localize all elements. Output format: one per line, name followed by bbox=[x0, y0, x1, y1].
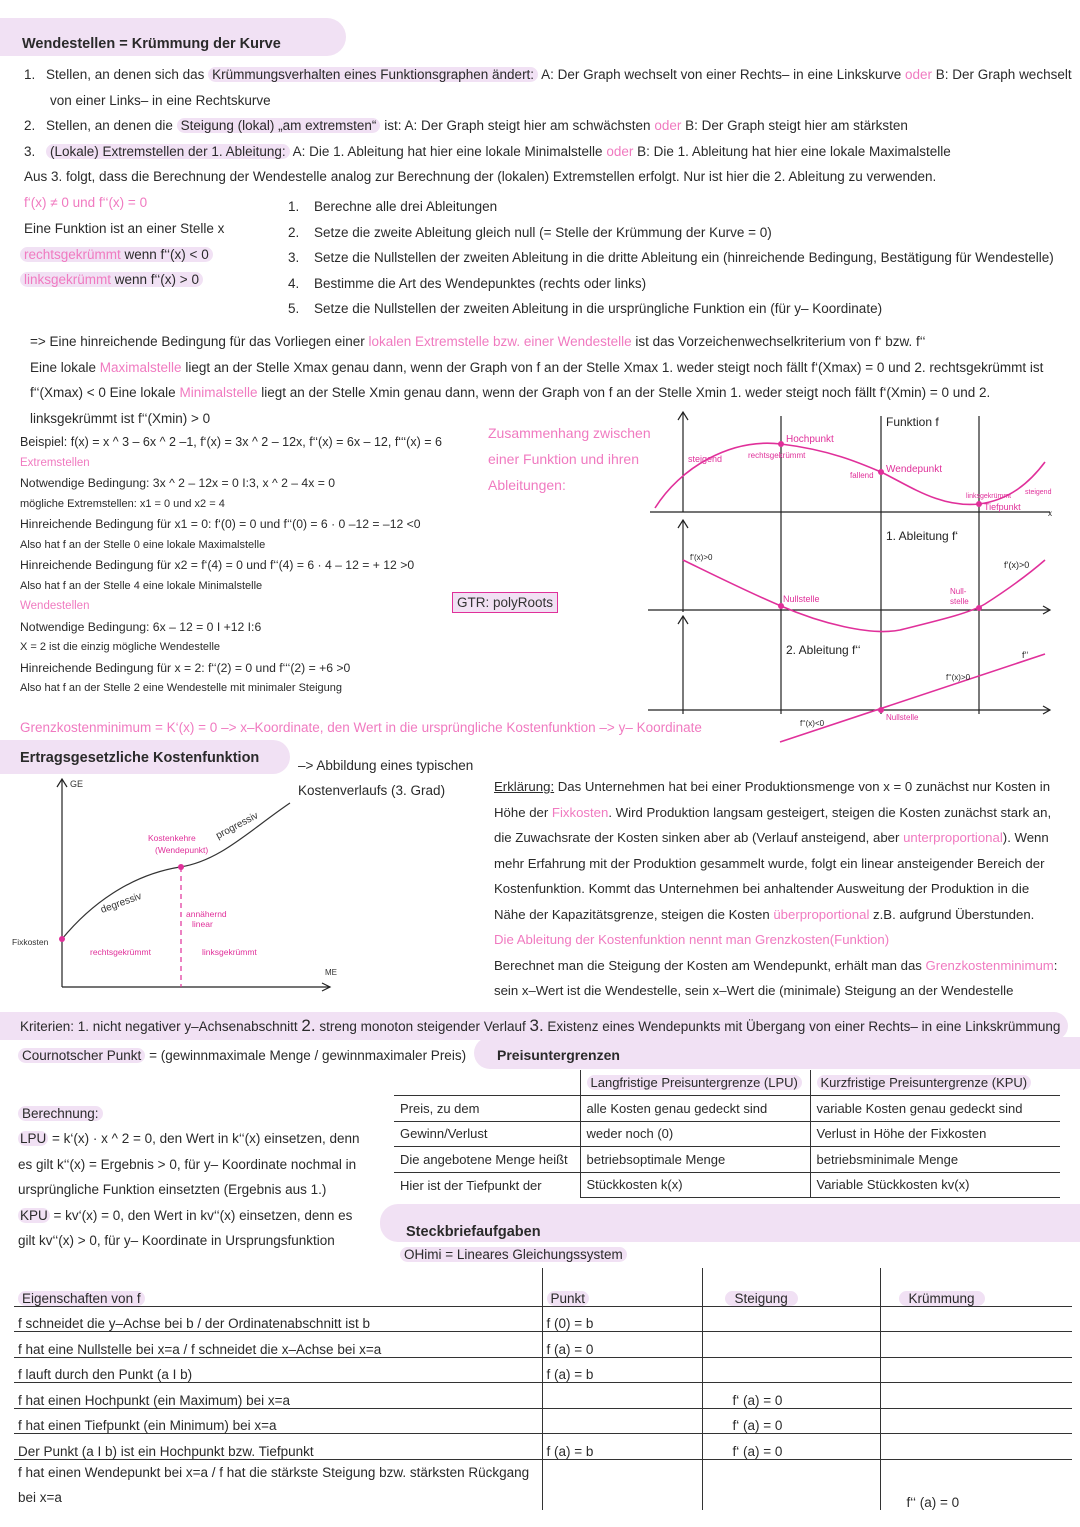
step-item: 3. Setze die Nullstellen der zweiten Ableitung in die dritte Ableitung ein (hinreichende Bedingung, Bestätigung für Wendestelle) bbox=[288, 250, 1054, 265]
berechnung-block bbox=[18, 1126, 359, 1254]
cournot-line: Cournotscher Punkt = (gewinnmaximale Menge / gewinnmaximaler Preis) bbox=[18, 1043, 466, 1069]
rechtsgekruemmt-label: rechtsgekrümmt bbox=[90, 947, 151, 957]
table-row: Gewinn/Verlust weder noch (0) Verlust in Höhe der Fixkosten bbox=[394, 1121, 1060, 1147]
beispiel-line: X = 2 ist die einzig mögliche Wendestelle bbox=[20, 641, 221, 653]
tiefpunkt-label: Tiefpunkt bbox=[984, 502, 1021, 512]
beispiel-line: Also hat f an der Stelle 4 eine lokale Minimalstelle bbox=[20, 579, 263, 592]
linksgekruemmt-label: linksgekrümmt bbox=[202, 947, 257, 957]
beispiel-line: Hinreichende Bedingung für x = 2: f‘‘(2) = 0 und f‘‘‘(2) = +6 >0 bbox=[20, 660, 351, 675]
rechtsgekruemmt-label: rechtsgekrümmt bbox=[748, 451, 806, 460]
table-row: f lauft durch den Punkt (a I b) f (a) = b bbox=[14, 1357, 1072, 1383]
erklaerung-line: die Zuwachsrate der Kosten sinken aber ab (Verlauf ansteigend, aber unterproportional). Wenn bbox=[494, 830, 1049, 845]
cost-curve bbox=[62, 803, 290, 939]
fpp-label: f‘‘ bbox=[1022, 650, 1029, 660]
steigend-label: steigend bbox=[688, 454, 723, 464]
linear-label: linear bbox=[192, 919, 213, 929]
wendepunkt-dot bbox=[878, 469, 884, 475]
kruemmung-intro: Eine Funktion ist an einer Stelle x bbox=[24, 221, 225, 236]
hinreichend-line: f‘‘(Xmax) < 0 Eine lokale Minimalstelle liegt an der Stelle Xmin genau dann, wenn der Graph von f an der Stelle Xmin 1. weder steigt noch fällt f‘(Xmin) = 0 und 2. bbox=[30, 385, 991, 400]
berechnung-line: LPU = k‘(x) · x ^ 2 = 0, den Wert in k‘‘(x) einsetzen, denn bbox=[20, 1131, 360, 1146]
table-row: f schneidet die y–Achse bei b / der Ordinatenabschnitt ist b f (0) = b bbox=[14, 1306, 1072, 1332]
table-header-row: Langfristige Preisuntergrenze (LPU) Kurzfristige Preisuntergrenze (KPU) bbox=[394, 1070, 1060, 1096]
nullstelle-label-3: Nullstelle bbox=[886, 713, 919, 722]
steckbrief-title: Steckbriefaufgaben bbox=[406, 1224, 541, 1240]
nullstelle-label-2: Null- bbox=[950, 587, 967, 596]
berechnung-line: KPU = kv‘(x) = 0, den Wert in kv‘‘(x) einsetzen, denn es bbox=[20, 1207, 353, 1223]
list-item: 3. (Lokale) Extremstellen der 1. Ableitung: A: Die 1. Ableitung hat hier eine lokale Minimalstelle oder B: Die 1. Ableitung hat hier eine lokale Maximalstelle bbox=[24, 143, 951, 159]
abbildung-note-1: –> Abbildung eines typischen bbox=[298, 758, 474, 773]
berechnung-title: Berechnung: bbox=[18, 1101, 103, 1127]
beispiel-line: mögliche Extremstellen: x1 = 0 und x2 = 4 bbox=[20, 497, 225, 510]
nullstelle-dot bbox=[878, 707, 884, 713]
kostenfunktion-chart bbox=[0, 775, 350, 995]
table-row: f hat eine Nullstelle bei x=a / f schneidet die x–Achse bei x=a f (a) = 0 bbox=[14, 1332, 1072, 1358]
fixkosten-dot bbox=[59, 936, 65, 942]
kostenkehre-label: Kostenkehre bbox=[148, 833, 196, 843]
list-item-cont: von einer Links– in eine Rechtskurve bbox=[50, 92, 271, 108]
erklaerung-line: Nähe der Kapazitätsgrenze, steigen die Kosten überproportional z.B. aufgrund Überstunden. bbox=[494, 906, 1035, 922]
list-item: 2. Stellen, an denen die Steigung (lokal) „am extremsten“ ist: A: Der Graph steigt hier am schwächsten oder B: Der Graph steigt hier am stärksten bbox=[24, 118, 908, 133]
tiefpunkt-dot bbox=[976, 501, 982, 507]
degressiv-label: degressiv bbox=[99, 890, 144, 916]
preisunter-table bbox=[394, 1070, 1060, 1198]
funktion-f-label: Funktion f bbox=[886, 415, 939, 429]
beispiel-line: Wendestellen bbox=[20, 600, 90, 612]
fpp-positive: f‘‘(x)>0 bbox=[946, 673, 971, 682]
preisunter-title: Preisuntergrenzen bbox=[497, 1047, 620, 1063]
steckbrief-table bbox=[14, 1268, 1072, 1510]
erklaerung-line: Die Ableitung der Kostenfunktion nennt man Grenzkosten(Funktion) bbox=[494, 932, 890, 947]
fp-positive-left: f‘(x)>0 bbox=[690, 553, 713, 562]
abbildung-note-2: Kostenverlaufs (3. Grad) bbox=[298, 783, 446, 798]
table-header-row: Eigenschaften von f Punkt Steigung Krümmung bbox=[14, 1268, 1072, 1306]
erklaerung-line: Berechnet man die Steigung der Kosten am Wendepunkt, erhält man das Grenzkostenminimum: bbox=[494, 957, 1058, 973]
grenzkosten-line: Grenzkostenminimum = K‘(x) = 0 –> x–Koordinate, den Wert in die ursprüngliche Kostenfunktion –> y– Koordinate bbox=[20, 720, 702, 735]
x-axis-label: x bbox=[1048, 509, 1052, 518]
ableitung2-label: 2. Ableitung f‘‘ bbox=[786, 643, 861, 657]
linksgekruemmt-label: linksgekrümmt bbox=[966, 493, 1012, 500]
table-row: Preis, zu dem alle Kosten genau gedeckt sind variable Kosten genau gedeckt sind bbox=[394, 1096, 1060, 1122]
kostenkehre-dot bbox=[178, 864, 184, 870]
step-item: 2. Setze die zweite Ableitung gleich null (= Stelle der Krümmung der Kurve = 0) bbox=[288, 224, 772, 240]
linksgekruemmt-rule: linksgekrümmt wenn f‘‘(x) > 0 bbox=[20, 267, 203, 293]
ableitung1-label: 1. Ableitung f‘ bbox=[886, 529, 959, 543]
table-row: f hat einen Hochpunkt (ein Maximum) bei x=a f‘ (a) = 0 bbox=[14, 1383, 1072, 1409]
table-row: f hat einen Wendepunkt bei x=a / f hat die stärkste Steigung bzw. stärksten Rückgang bei x=a f‘‘ (a) = 0 bbox=[14, 1459, 1072, 1510]
erklaerung-line: Kostenfunktion. Kommt das Unternehmen bei anhaltender Ausweitung der Produktion in die bbox=[494, 881, 1030, 896]
table-row: Der Punkt (a I b) ist ein Hochpunkt bzw. Tiefpunkt f (a) = b f‘ (a) = 0 bbox=[14, 1434, 1072, 1460]
step-item: 1. Berechne alle drei Ableitungen bbox=[288, 199, 498, 214]
berechnung-line: es gilt k‘‘(x) = Ergebnis > 0, für y– Koordinate nochmal in bbox=[18, 1156, 357, 1172]
me-label: ME bbox=[325, 968, 337, 977]
gtr-note: GTR: polyRoots bbox=[452, 592, 558, 613]
step-item: 5. Setze die Nullstellen der zweiten Ableitung in die ursprüngliche Funktion ein (für y– Koordinate) bbox=[288, 301, 883, 316]
wende-condition: f‘(x) ≠ 0 und f‘‘(x) = 0 bbox=[24, 195, 148, 210]
list-item: 1. Stellen, an denen sich das Krümmungsverhalten eines Funktionsgraphen ändert: A: Der Graph wechselt von einer Rechts– in eine Linkskurve oder B: Der Graph wechselt bbox=[24, 67, 1072, 82]
wendestellen-list bbox=[24, 62, 1072, 190]
section-title-wendestellen: Wendestellen = Krümmung der Kurve bbox=[22, 36, 281, 52]
hinreichend-line: Eine lokale Maximalstelle liegt an der Stelle Xmax genau dann, wenn der Graph von f an der Stelle Xmax 1. weder steigt noch fällt f‘(Xmax) = 0 und 2. rechtsgekrümmt ist bbox=[30, 359, 1044, 375]
erklaerung-line: sein x–Wert ist die Wendestelle, sein x–Wert die (minimale) Steigung an der Wendestelle bbox=[494, 983, 1014, 998]
steckbrief-sub: OHimi = Lineares Gleichungssystem bbox=[400, 1242, 627, 1268]
steps-list bbox=[288, 194, 1054, 322]
beispiel-line: Hinreichende Bedingung für x1 = 0: f‘(0) = 0 und f‘‘(0) = 6 · 0 –12 = –12 <0 bbox=[20, 517, 421, 531]
nullstelle-dot bbox=[976, 605, 982, 611]
zusammenhang-note: Zusammenhang zwischen einer Funktion und ihren Ableitungen: bbox=[488, 425, 651, 493]
fp-positive-right: f‘(x)>0 bbox=[1004, 560, 1030, 570]
hochpunkt-label: Hochpunkt bbox=[786, 434, 834, 445]
aus3-text: Aus 3. folgt, dass die Berechnung der Wendestelle analog zur Berechnung der (lokalen) Extremstellen erfolgt. Nur ist hier die 2. Ableitung zu verwenden. bbox=[24, 169, 937, 184]
table-row: f hat einen Tiefpunkt (ein Minimum) bei x=a f‘ (a) = 0 bbox=[14, 1408, 1072, 1434]
hochpunkt-dot bbox=[778, 441, 784, 447]
table-row: Hier ist der Tiefpunkt der Stückkosten k(x) Variable Stückkosten kv(x) bbox=[394, 1172, 1060, 1198]
table-row: Die angebotene Menge heißt betriebsoptimale Menge betriebsminimale Menge bbox=[394, 1147, 1060, 1173]
erklaerung-line: Höhe der Fixkosten. Wird Produktion langsam gesteigert, steigen die Kosten zunächst stark an, bbox=[494, 804, 1052, 820]
erklaerung-line: mehr Erfahrung mit der Produktion gesammelt wurde, folgt ein linear ansteigender Bereich der bbox=[494, 855, 1045, 871]
beispiel-line: Hinreichende Bedingung für x2 = f‘(4) = 0 und f‘‘(4) = 6 · 4 – 12 = + 12 >0 bbox=[20, 558, 415, 572]
nullstelle-label-1: Nullstelle bbox=[783, 594, 820, 604]
progressiv-label: progressiv bbox=[214, 810, 261, 842]
beispiel-line: Also hat f an der Stelle 2 eine Wendestelle mit minimaler Steigung bbox=[20, 682, 343, 694]
beispiel-line: Beispiel: f(x) = x ^ 3 – 6x ^ 2 –1, f‘(x) = 3x ^ 2 – 12x, f‘‘(x) = 6x – 12, f‘‘‘(x) = 6 bbox=[20, 435, 442, 449]
beispiel-line: Notwendige Bedingung: 6x – 12 = 0 I +12 I:6 bbox=[20, 619, 262, 634]
rechtsgekruemmt-rule: rechtsgekrümmt wenn f‘‘(x) < 0 bbox=[20, 242, 213, 268]
wendepunkt-label: (Wendepunkt) bbox=[155, 845, 209, 855]
fallend-label: fallend bbox=[850, 471, 874, 480]
erklaerung-line: Erklärung: Das Unternehmen hat bei einer Produktionsmenge von x = 0 zunächst nur Kosten in bbox=[494, 779, 1051, 794]
kriterien-line: Kriterien: 1. nicht negativer y–Achsenabschnitt 2. streng monoton steigender Verlauf 3. Existenz eines Wendepunkts mit Übergang von einer Rechts– in eine Linkskrümmung bbox=[20, 1016, 1061, 1035]
ge-label: GE bbox=[70, 779, 84, 789]
first-derivative-curve bbox=[683, 560, 1045, 631]
beispiel-line: Notwendige Bedingung: 3x ^ 2 – 12x = 0 I:3, x ^ 2 – 4x = 0 bbox=[20, 476, 335, 490]
beispiel-block bbox=[20, 432, 470, 699]
hinreichend-line: => Eine hinreichende Bedingung für das Vorliegen einer lokalen Extremstelle bzw. einer Wendestelle ist das Vorzeichenwechselkriterium von f‘ bzw. f‘‘ bbox=[30, 334, 926, 349]
beispiel-line: Also hat f an der Stelle 0 eine lokale Maximalstelle bbox=[20, 538, 266, 551]
section-title-ertrag: Ertragsgesetzliche Kostenfunktion bbox=[20, 750, 260, 766]
wendepunkt-label: Wendepunkt bbox=[886, 464, 942, 475]
steigend-label-2: steigend bbox=[1025, 489, 1052, 496]
beispiel-line: Extremstellen bbox=[20, 456, 90, 469]
ableitungen-graph bbox=[640, 408, 1060, 748]
berechnung-line: gilt kv‘‘(x) > 0, für y– Koordinate in Ursprungsfunktion bbox=[18, 1233, 335, 1248]
step-item: 4. Bestimme die Art des Wendepunktes (rechts oder links) bbox=[288, 275, 647, 291]
nullstelle-label-2b: stelle bbox=[950, 597, 969, 606]
second-derivative-line bbox=[780, 654, 1045, 742]
berechnung-line: ursprüngliche Funktion einsetzten (Ergebnis aus 1.) bbox=[18, 1182, 327, 1197]
erklaerung-block bbox=[494, 774, 1057, 1004]
fpp-negative: f‘‘(x)<0 bbox=[800, 719, 825, 728]
fixkosten-label: Fixkosten bbox=[12, 937, 49, 947]
hinreichend-line: linksgekrümmt ist f‘‘(Xmin) > 0 bbox=[30, 410, 211, 426]
annaehernd-label: annähernd bbox=[186, 909, 227, 919]
